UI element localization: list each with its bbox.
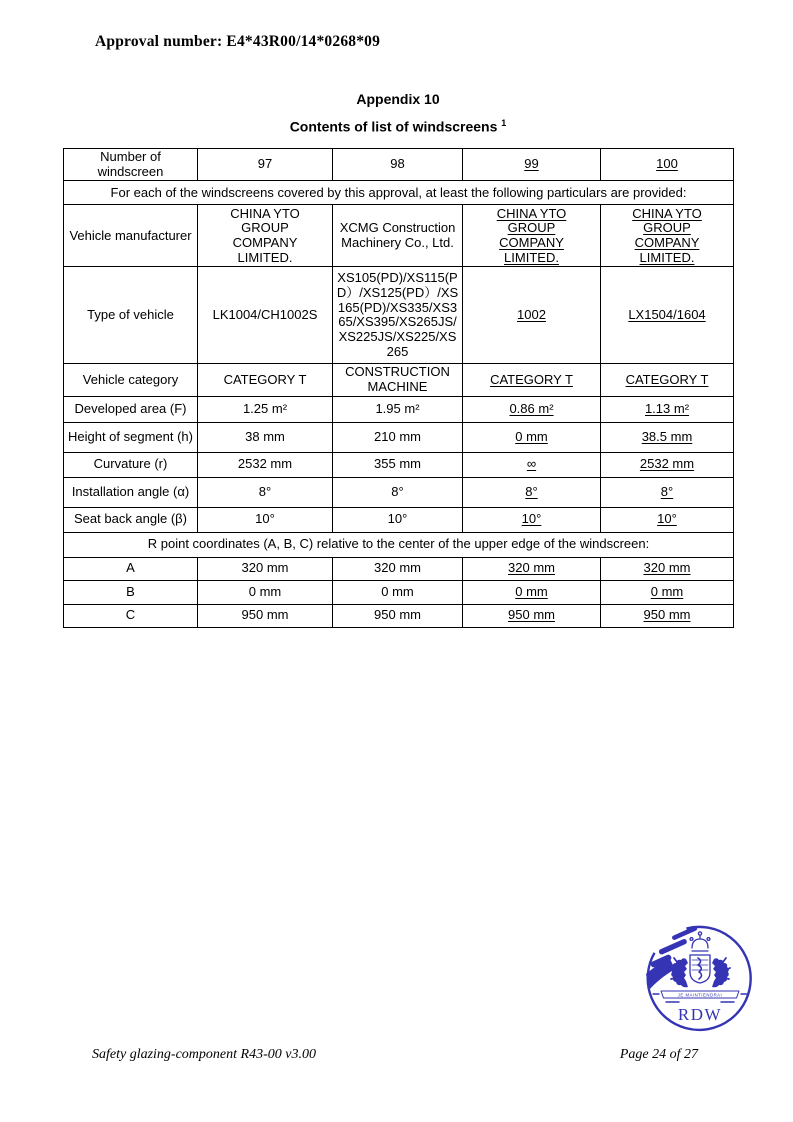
windscreen-table (63, 148, 734, 628)
table-row-B (64, 580, 734, 604)
cell-B-98: 0 mm (333, 580, 463, 604)
row-label-A: A (64, 557, 198, 580)
table-row-installation (64, 477, 734, 507)
row-label-category: Vehicle category (64, 364, 198, 396)
footer-document-id: Safety glazing-component R43-00 v3.00 (92, 1047, 316, 1062)
cell-curvature-99: ∞ (463, 452, 601, 477)
table-row-category (64, 364, 734, 396)
cell-area-99: 0.86 m² (463, 396, 601, 422)
cell-type-99: 1002 (463, 267, 601, 364)
cell-category-98: CONSTRUCTION MACHINE (333, 364, 463, 396)
row-label-area: Developed area (F) (64, 396, 198, 422)
row-label-manufacturer: Vehicle manufacturer (64, 205, 198, 267)
cell-seatback-99: 10° (463, 507, 601, 532)
cell-manufacturer-97 (198, 205, 333, 267)
cell-seatback-98: 10° (333, 507, 463, 532)
cell-segment-99: 0 mm (463, 422, 601, 452)
r-point-note: R point coordinates (A, B, C) relative to the center of the upper edge of the windscreen: (64, 532, 734, 557)
cell-text: XS105(PD)/XS115(PD）/XS125(PD）/XS165(PD)/XS335/XS365/XS395/XS265JS/XS225JS/XS225/XS265 (336, 270, 459, 359)
cell-area-98: 1.95 m² (333, 396, 463, 422)
cell-installation-99: 8° (463, 477, 601, 507)
row-label-segment: Height of segment (h) (64, 422, 198, 452)
cell-text: CHINA YTO GROUP COMPANY LIMITED. (496, 205, 567, 265)
cell-B-97: 0 mm (198, 580, 333, 604)
cell-C-97: 950 mm (198, 604, 333, 627)
cell-curvature-100: 2532 mm (601, 452, 734, 477)
cell-C-100: 950 mm (601, 604, 734, 627)
stamp-motto: JE MAINTIENDRAI (677, 992, 723, 998)
contents-title (63, 118, 733, 135)
cell-curvature-97: 2532 mm (198, 452, 333, 477)
table-row-seatback (64, 507, 734, 532)
col-header-97: 97 (198, 149, 333, 181)
cell-seatback-97: 10° (198, 507, 333, 532)
stamp-rdw-text: RDW (677, 1005, 723, 1024)
cell-category-97: CATEGORY T (198, 364, 333, 396)
appendix-title: Appendix 10 (356, 91, 440, 107)
row-label-curvature: Curvature (r) (64, 452, 198, 477)
cell-C-98: 950 mm (333, 604, 463, 627)
page-footer (92, 1047, 698, 1063)
cell-A-98: 320 mm (333, 557, 463, 580)
cell-A-97: 320 mm (198, 557, 333, 580)
col-header-98: 98 (333, 149, 463, 181)
cell-seatback-100: 10° (601, 507, 734, 532)
cell-type-100: LX1504/1604 (601, 267, 734, 364)
cell-type-98 (333, 267, 463, 364)
col-header-100: 100 (601, 149, 734, 181)
cell-installation-97: 8° (198, 477, 333, 507)
cell-installation-98: 8° (333, 477, 463, 507)
row-label-C: C (64, 604, 198, 627)
row-label-installation: Installation angle (α) (64, 477, 198, 507)
rdw-stamp-logo (641, 924, 761, 1036)
col-header-99: 99 (463, 149, 601, 181)
row-label-number: Number of windscreen (64, 149, 198, 181)
table-note: For each of the windscreens covered by this approval, at least the following particulars are provided: (64, 181, 734, 205)
footnote-marker: 1 (501, 118, 507, 128)
cell-category-100: CATEGORY T (601, 364, 734, 396)
cell-A-100: 320 mm (601, 557, 734, 580)
titles-block (63, 91, 733, 135)
row-label-seatback: Seat back angle (β) (64, 507, 198, 532)
cell-segment-97: 38 mm (198, 422, 333, 452)
table-row-area (64, 396, 734, 422)
table-row-type (64, 267, 734, 364)
cell-C-99: 950 mm (463, 604, 601, 627)
cell-B-100: 0 mm (601, 580, 734, 604)
cell-installation-100: 8° (601, 477, 734, 507)
table-row-A (64, 557, 734, 580)
table-row-C (64, 604, 734, 627)
cell-area-97: 1.25 m² (198, 396, 333, 422)
cell-text: CHINA YTO GROUP COMPANY LIMITED. (632, 205, 702, 265)
cell-A-99: 320 mm (463, 557, 601, 580)
table-row-curvature (64, 452, 734, 477)
cell-curvature-98: 355 mm (333, 452, 463, 477)
approval-number: Approval number: E4*43R00/14*0268*09 (95, 33, 381, 50)
cell-type-97: LK1004/CH1002S (198, 267, 333, 364)
cell-category-99: CATEGORY T (463, 364, 601, 396)
contents-title-text: Contents of list of windscreens (289, 118, 502, 135)
row-label-type: Type of vehicle (64, 267, 198, 364)
table-row-header (64, 149, 734, 181)
row-label-B: B (64, 580, 198, 604)
cell-manufacturer-100 (601, 205, 734, 267)
footer-page-number: Page 24 of 27 (619, 1047, 698, 1062)
cell-text: XCMG Construction Machinery Co., Ltd. (339, 220, 456, 250)
cell-area-100: 1.13 m² (601, 396, 734, 422)
cell-manufacturer-99 (463, 205, 601, 267)
table-row-rpoint-note (64, 532, 734, 557)
cell-B-99: 0 mm (463, 580, 601, 604)
table-row-note (64, 181, 734, 205)
cell-segment-98: 210 mm (333, 422, 463, 452)
cell-text: CHINA YTO GROUP COMPANY LIMITED. (230, 205, 300, 265)
table-row-manufacturer (64, 205, 734, 267)
cell-manufacturer-98 (333, 205, 463, 267)
table-row-segment (64, 422, 734, 452)
cell-segment-100: 38.5 mm (601, 422, 734, 452)
